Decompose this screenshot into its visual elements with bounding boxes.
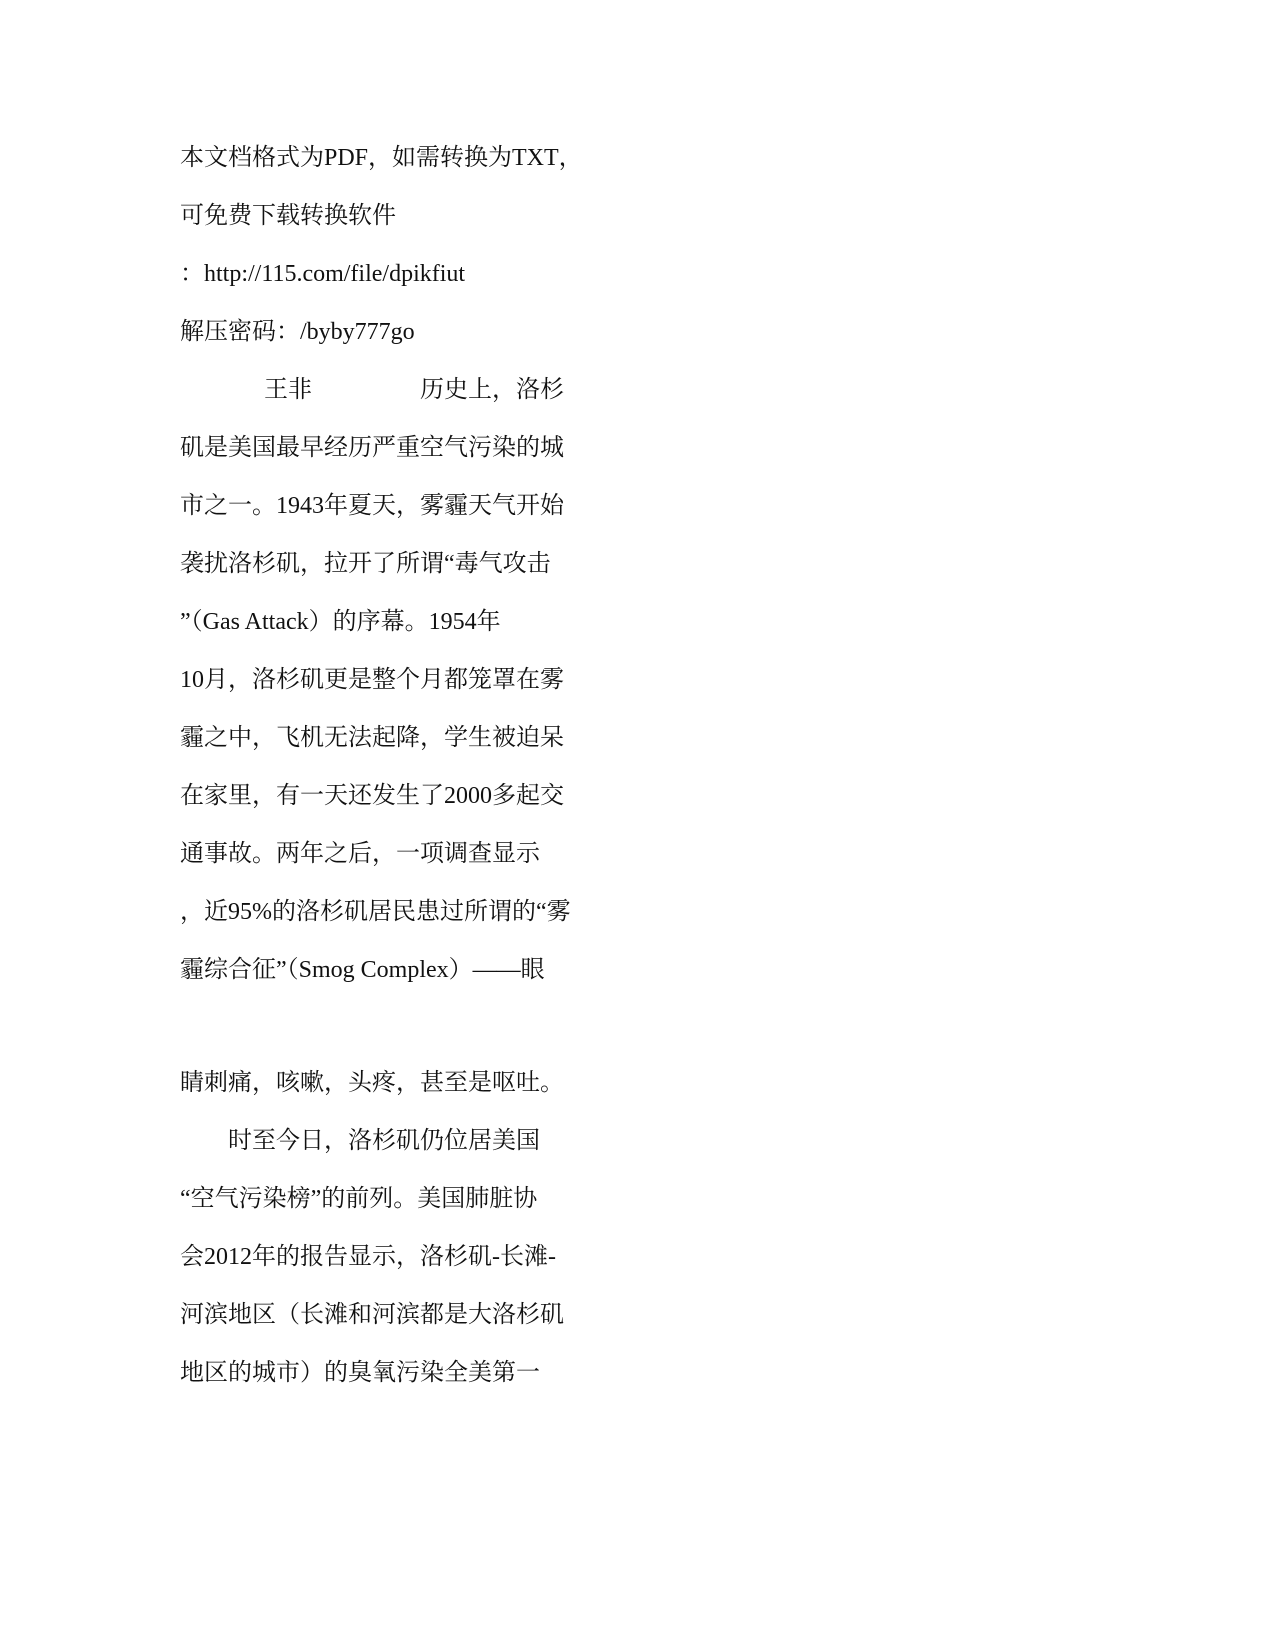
text-line: 通事故。两年之后，一项调查显示 (180, 841, 540, 867)
text-line: 会2012年的报告显示，洛杉矶-长滩- (180, 1244, 556, 1270)
text-line: ：http://115.com/file/dpikfiut (180, 261, 466, 287)
text-line: 时至今日，洛杉矶仍位居美国 (180, 1128, 540, 1154)
text-line: 可免费下载转换软件 (180, 203, 396, 229)
text-line: 霾之中，飞机无法起降，学生被迫呆 (180, 725, 564, 751)
text-line: 本文档格式为PDF，如需转换为TXT， (180, 145, 583, 171)
text-line: 在家里，有一天还发生了2000多起交 (180, 783, 564, 809)
text-line: ”（Gas Attack）的序幕。1954年 (180, 609, 501, 635)
text-line: 地区的城市）的臭氧污染全美第一 (180, 1360, 540, 1386)
text-line: 王非 历史上，洛杉 (180, 377, 564, 403)
text-line: 睛刺痛，咳嗽，头疼，甚至是呕吐。 (180, 1070, 564, 1096)
text-line: 霾综合征”（Smog Complex）——眼 (180, 957, 545, 983)
text-line: 矶是美国最早经历严重空气污染的城 (180, 435, 564, 461)
text-line: 市之一。1943年夏天，雾霾天气开始 (180, 493, 564, 519)
text-line: 10月，洛杉矶更是整个月都笼罩在雾 (180, 667, 564, 693)
text-line: “空气污染榜”的前列。美国肺脏协 (180, 1186, 538, 1212)
text-line: 袭扰洛杉矶，拉开了所谓“毒气攻击 (180, 551, 551, 577)
text-line: 河滨地区（长滩和河滨都是大洛杉矶 (180, 1302, 564, 1328)
text-line: ，近95%的洛杉矶居民患过所谓的“雾 (180, 899, 571, 925)
text-line: 解压密码：/byby777go (180, 319, 415, 345)
